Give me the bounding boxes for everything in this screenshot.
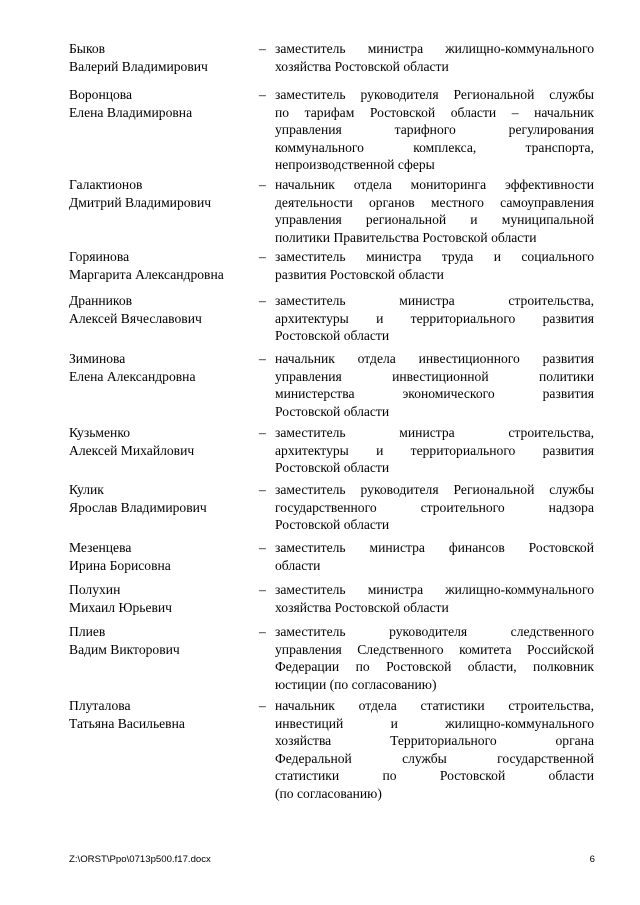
position-line: заместитель министра жилищно-коммунального — [275, 582, 594, 597]
position-line: коммунального комплекса, транспорта, — [275, 139, 594, 155]
dash: – — [259, 624, 266, 639]
member-name — [69, 86, 254, 121]
given-names: Михаил Юрьевич — [69, 599, 173, 615]
position-line: Федеральной службы государственной — [275, 750, 594, 766]
position-line: юстиции (по согласованию) — [275, 676, 437, 692]
position-line: начальник отдела мониторинга эффективности — [275, 177, 594, 192]
member-position — [275, 292, 594, 345]
dash: – — [259, 698, 266, 713]
member-position — [275, 539, 594, 574]
position-line: министерства экономического развития — [275, 386, 594, 401]
surname: Горяинова — [69, 249, 130, 264]
position-line: управления инвестиционной политики — [275, 368, 594, 384]
dash: – — [259, 540, 266, 555]
position-line: Федерации по Ростовской области, полковник — [275, 659, 594, 674]
surname: Кузьменко — [69, 425, 131, 440]
member-position — [275, 581, 594, 616]
dash: – — [259, 87, 266, 102]
position-line: заместитель руководителя Региональной службы — [275, 87, 594, 102]
position-line: Ростовской области — [275, 328, 390, 343]
dash: – — [259, 351, 266, 366]
position-line: статистики по Ростовской области — [275, 768, 594, 783]
position-line: политики Правительства Ростовской области — [275, 229, 537, 245]
position-line: хозяйства Ростовской области — [275, 599, 449, 615]
member-position — [275, 350, 594, 420]
position-line: архитектуры и территориального развития — [275, 442, 594, 458]
member-name — [69, 581, 254, 616]
dash: – — [259, 41, 266, 56]
member-position — [275, 424, 594, 477]
position-line: (по согласованию) — [275, 785, 382, 801]
surname: Галактионов — [69, 177, 143, 192]
member-name — [69, 248, 254, 283]
surname: Воронцова — [69, 87, 133, 102]
member-name — [69, 350, 254, 385]
position-line: непроизводственной сферы — [275, 157, 435, 172]
position-line: заместитель министра строительства, — [275, 293, 594, 308]
position-line: управления региональной и муниципальной — [275, 212, 594, 227]
given-names: Вадим Викторович — [69, 641, 180, 657]
member-name — [69, 697, 254, 732]
position-line: заместитель министра жилищно-коммунального — [275, 41, 594, 56]
position-line: развития Ростовской области — [275, 266, 444, 282]
member-position — [275, 623, 594, 693]
position-line: Ростовской области — [275, 460, 390, 475]
surname: Плиев — [69, 624, 106, 639]
surname: Дранников — [69, 293, 133, 308]
dash: – — [259, 293, 266, 308]
surname: Кулик — [69, 482, 104, 497]
member-name — [69, 424, 254, 459]
given-names: Валерий Владимирович — [69, 58, 208, 74]
surname: Быков — [69, 41, 106, 56]
position-line: архитектуры и территориального развития — [275, 310, 594, 326]
given-names: Татьяна Васильевна — [69, 715, 185, 731]
member-position — [275, 86, 594, 174]
position-line: области — [275, 557, 321, 573]
member-name — [69, 176, 254, 211]
surname: Зиминова — [69, 351, 126, 366]
surname: Плуталова — [69, 698, 131, 713]
given-names: Ирина Борисовна — [69, 557, 171, 573]
position-line: деятельности органов местного самоуправления — [275, 194, 594, 210]
position-line: управления тарифного регулирования — [275, 122, 594, 137]
member-name — [69, 292, 254, 327]
position-line: заместитель министра труда и социального — [275, 249, 594, 264]
given-names: Маргарита Александровна — [69, 266, 224, 282]
member-position — [275, 697, 594, 802]
member-position — [275, 176, 594, 246]
surname: Полухин — [69, 582, 121, 597]
given-names: Ярослав Владимирович — [69, 499, 207, 515]
member-name — [69, 623, 254, 658]
position-line: хозяйства Ростовской области — [275, 58, 449, 74]
given-names: Алексей Вячеславович — [69, 310, 202, 326]
given-names: Алексей Михайлович — [69, 442, 195, 458]
position-line: заместитель министра строительства, — [275, 425, 594, 440]
position-line: по тарифам Ростовской области – начальник — [275, 104, 594, 120]
position-line: начальник отдела инвестиционного развития — [275, 351, 594, 366]
position-line: заместитель руководителя Региональной службы — [275, 482, 594, 497]
dash: – — [259, 177, 266, 192]
position-line: начальник отдела статистики строительства, — [275, 698, 594, 713]
member-name — [69, 481, 254, 516]
position-line: Ростовской области — [275, 403, 390, 419]
position-line: заместитель министра финансов Ростовской — [275, 540, 594, 555]
position-line: управления Следственного комитета Российской — [275, 641, 594, 657]
position-line: государственного строительного надзора — [275, 499, 594, 515]
dash: – — [259, 482, 266, 497]
position-line: заместитель руководителя следственного — [275, 624, 594, 639]
dash: – — [259, 582, 266, 597]
member-name — [69, 539, 254, 574]
given-names: Елена Александровна — [69, 368, 196, 384]
position-line: Ростовской области — [275, 517, 390, 532]
dash: – — [259, 425, 266, 440]
position-line: инвестиций и жилищно-коммунального — [275, 715, 594, 731]
given-names: Дмитрий Владимирович — [69, 194, 212, 210]
surname: Мезенцева — [69, 540, 132, 555]
member-position — [275, 248, 594, 283]
position-line: хозяйства Территориального органа — [275, 733, 594, 748]
dash: – — [259, 249, 266, 264]
member-position — [275, 40, 594, 75]
member-name — [69, 40, 254, 75]
member-position — [275, 481, 594, 534]
document-path: Z:\ORST\Ppo\0713p500.f17.docx — [69, 854, 211, 865]
given-names: Елена Владимировна — [69, 104, 193, 120]
page-number: 6 — [589, 854, 595, 865]
